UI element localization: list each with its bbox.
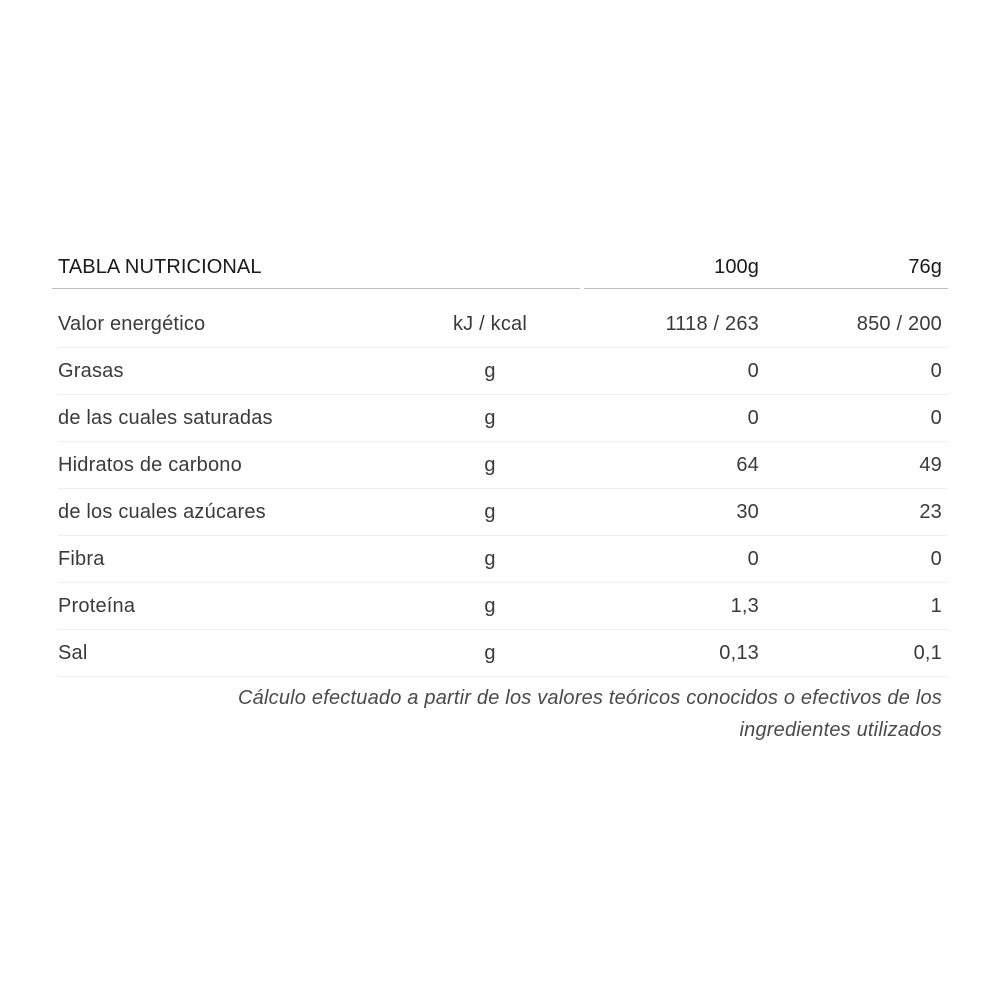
nutrition-table <box>52 246 948 677</box>
table-row <box>52 489 948 535</box>
row-value-100g: 64 <box>736 453 759 476</box>
header-divider-left <box>52 288 580 289</box>
table-title: TABLA NUTRICIONAL <box>58 255 262 278</box>
row-unit: g <box>484 359 496 382</box>
row-divider <box>58 676 948 677</box>
row-value-100g: 0 <box>747 406 759 429</box>
row-value-76g: 49 <box>919 453 942 476</box>
row-unit: kJ / kcal <box>452 312 528 335</box>
row-label: de las cuales saturadas <box>58 406 273 429</box>
table-row <box>52 536 948 582</box>
table-row <box>52 348 948 394</box>
row-label: Hidratos de carbono <box>58 453 242 476</box>
table-row <box>52 395 948 441</box>
row-label: de los cuales azúcares <box>58 500 266 523</box>
row-unit: g <box>484 594 496 617</box>
row-unit: g <box>484 500 496 523</box>
row-unit: g <box>484 547 496 570</box>
row-label: Fibra <box>58 547 105 570</box>
row-label: Proteína <box>58 594 136 617</box>
row-value-76g: 0 <box>930 406 942 429</box>
row-label: Sal <box>58 641 88 664</box>
table-row <box>52 630 948 676</box>
row-value-76g: 23 <box>919 500 942 523</box>
column-header-76g: 76g <box>908 255 942 278</box>
calculation-footnote <box>142 682 942 746</box>
table-row <box>52 442 948 488</box>
row-value-100g: 0 <box>747 547 759 570</box>
row-value-100g: 1118 / 263 <box>665 312 759 335</box>
row-unit: g <box>484 406 496 429</box>
table-row <box>52 583 948 629</box>
row-label: Grasas <box>58 359 124 382</box>
row-value-100g: 1,3 <box>730 594 759 617</box>
row-unit: g <box>484 641 496 664</box>
row-unit: g <box>484 453 496 476</box>
table-header <box>52 246 948 288</box>
table-row <box>52 301 948 347</box>
row-value-100g: 0 <box>747 359 759 382</box>
row-value-76g: 850 / 200 <box>856 312 942 335</box>
header-divider-right <box>584 288 948 289</box>
row-label: Valor energético <box>58 312 206 335</box>
row-value-76g: 1 <box>930 594 942 617</box>
row-value-100g: 30 <box>736 500 759 523</box>
row-value-76g: 0 <box>930 547 942 570</box>
row-value-76g: 0,1 <box>913 641 942 664</box>
column-header-100g: 100g <box>714 255 759 278</box>
row-value-100g: 0,13 <box>719 641 759 664</box>
header-divider <box>52 288 948 290</box>
footnote-line-1: Cálculo efectuado a partir de los valores teóricos conocidos o efectivos de los <box>238 687 942 709</box>
row-value-76g: 0 <box>930 359 942 382</box>
footnote-line-2: ingredientes utilizados <box>739 719 942 741</box>
